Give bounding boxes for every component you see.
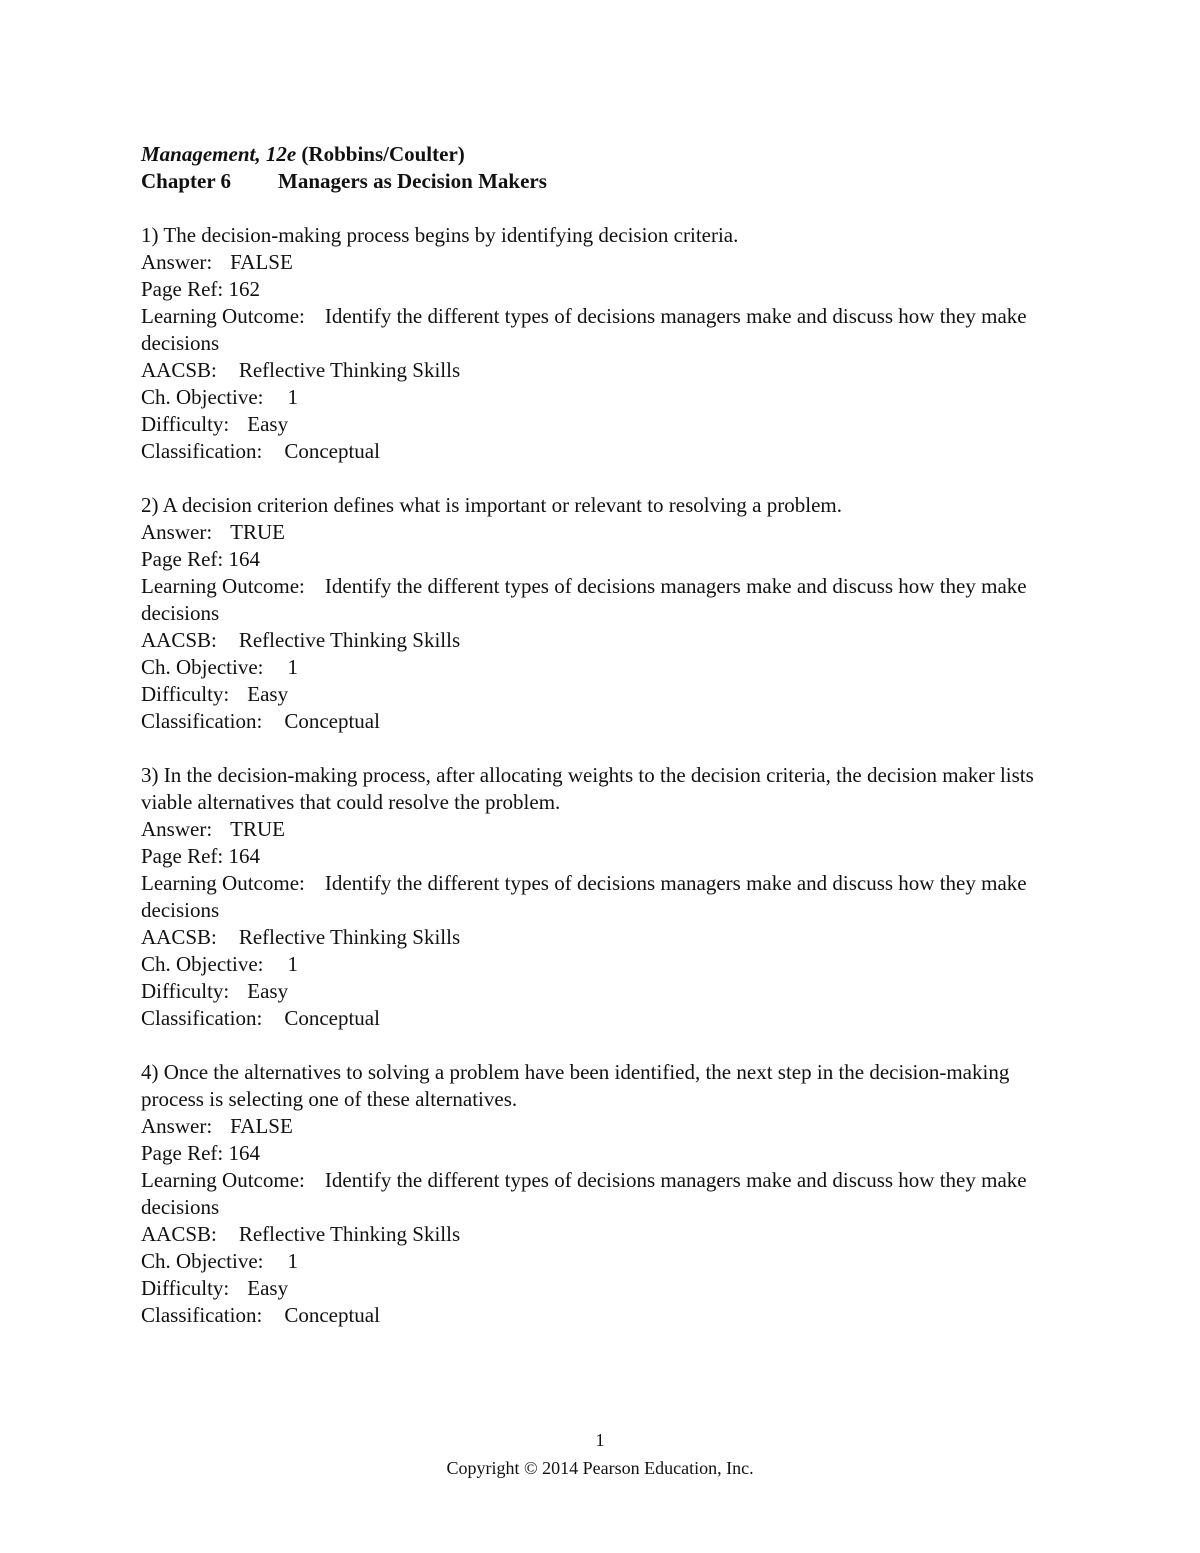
aacsb-value: Reflective Thinking Skills <box>238 628 461 652</box>
aacsb-label: AACSB: <box>141 925 217 949</box>
difficulty-value: Easy <box>247 412 289 436</box>
document-page <box>141 141 1051 1356</box>
question-item <box>141 222 1051 465</box>
copyright-notice: Copyright © 2014 Pearson Education, Inc. <box>446 1458 754 1478</box>
ch-objective-label: Ch. Objective: <box>141 385 264 409</box>
aacsb-label: AACSB: <box>141 628 217 652</box>
answer-label: Answer: <box>141 520 213 544</box>
difficulty-line <box>141 681 1051 708</box>
ch-objective-label: Ch. Objective: <box>141 655 264 679</box>
answer-value: TRUE <box>230 520 285 544</box>
page-ref-label: Page Ref: <box>141 1141 224 1165</box>
question-item <box>141 1059 1051 1329</box>
difficulty-value: Easy <box>247 1276 289 1300</box>
answer-line <box>141 519 1051 546</box>
page-ref-value: 164 <box>228 1141 260 1165</box>
aacsb-label: AACSB: <box>141 1222 217 1246</box>
page-ref-line <box>141 843 1051 870</box>
difficulty-line <box>141 1275 1051 1302</box>
page-ref-line <box>141 546 1051 573</box>
answer-line <box>141 1113 1051 1140</box>
learning-outcome-label: Learning Outcome: <box>141 1168 305 1192</box>
aacsb-value: Reflective Thinking Skills <box>238 358 461 382</box>
chapter-heading <box>141 168 1051 195</box>
ch-objective-value: 1 <box>287 1249 298 1273</box>
difficulty-label: Difficulty: <box>141 682 230 706</box>
classification-line <box>141 1005 1051 1032</box>
ch-objective-value: 1 <box>287 952 298 976</box>
classification-label: Classification: <box>141 1303 263 1327</box>
page-ref-value: 164 <box>228 547 260 571</box>
answer-label: Answer: <box>141 817 213 841</box>
ch-objective-label: Ch. Objective: <box>141 1249 264 1273</box>
aacsb-line <box>141 924 1051 951</box>
difficulty-value: Easy <box>247 682 289 706</box>
question-item <box>141 762 1051 1032</box>
question-list <box>141 222 1051 1329</box>
answer-label: Answer: <box>141 250 213 274</box>
ch-objective-value: 1 <box>287 655 298 679</box>
difficulty-label: Difficulty: <box>141 1276 230 1300</box>
book-title: Management, 12e <box>141 142 297 166</box>
learning-outcome-value: Identify the different types of decisions managers make and discuss how they make decisions <box>141 1168 1027 1219</box>
aacsb-line <box>141 627 1051 654</box>
learning-outcome-line <box>141 303 1051 357</box>
ch-objective-line <box>141 384 1051 411</box>
learning-outcome-line <box>141 573 1051 627</box>
difficulty-line <box>141 978 1051 1005</box>
classification-value: Conceptual <box>284 439 380 463</box>
page-number: 1 <box>595 1430 605 1450</box>
chapter-label: Chapter 6 <box>141 169 232 193</box>
answer-label: Answer: <box>141 1114 213 1138</box>
answer-line <box>141 249 1051 276</box>
question-text: 3) In the decision-making process, after allocating weights to the decision criteria, the decision maker lists viable alternatives that could resolve the problem. <box>141 763 1034 814</box>
page-ref-label: Page Ref: <box>141 277 224 301</box>
chapter-title: Managers as Decision Makers <box>278 169 547 193</box>
page-ref-value: 162 <box>228 277 260 301</box>
book-authors: (Robbins/Coulter) <box>301 142 465 166</box>
difficulty-line <box>141 411 1051 438</box>
aacsb-label: AACSB: <box>141 358 217 382</box>
aacsb-value: Reflective Thinking Skills <box>238 925 461 949</box>
page-ref-line <box>141 1140 1051 1167</box>
learning-outcome-label: Learning Outcome: <box>141 304 305 328</box>
question-text: 2) A decision criterion defines what is important or relevant to resolving a problem. <box>141 493 842 517</box>
aacsb-line <box>141 357 1051 384</box>
question-text: 4) Once the alternatives to solving a problem have been identified, the next step in the decision-making process is selecting one of these alternatives. <box>141 1060 1010 1111</box>
question-item <box>141 492 1051 735</box>
aacsb-value: Reflective Thinking Skills <box>238 1222 461 1246</box>
answer-line <box>141 816 1051 843</box>
classification-value: Conceptual <box>284 1006 380 1030</box>
page-ref-value: 164 <box>228 844 260 868</box>
aacsb-line <box>141 1221 1051 1248</box>
learning-outcome-line <box>141 1167 1051 1221</box>
ch-objective-value: 1 <box>287 385 298 409</box>
learning-outcome-label: Learning Outcome: <box>141 574 305 598</box>
question-text: 1) The decision-making process begins by identifying decision criteria. <box>141 223 739 247</box>
ch-objective-line <box>141 951 1051 978</box>
classification-line <box>141 1302 1051 1329</box>
learning-outcome-line <box>141 870 1051 924</box>
page-ref-label: Page Ref: <box>141 844 224 868</box>
answer-value: TRUE <box>230 817 285 841</box>
answer-value: FALSE <box>230 250 293 274</box>
classification-label: Classification: <box>141 1006 263 1030</box>
learning-outcome-value: Identify the different types of decisions managers make and discuss how they make decisions <box>141 574 1027 625</box>
book-title-line <box>141 141 1051 168</box>
difficulty-label: Difficulty: <box>141 412 230 436</box>
page-ref-label: Page Ref: <box>141 547 224 571</box>
classification-label: Classification: <box>141 709 263 733</box>
answer-value: FALSE <box>230 1114 293 1138</box>
classification-value: Conceptual <box>284 1303 380 1327</box>
ch-objective-label: Ch. Objective: <box>141 952 264 976</box>
learning-outcome-label: Learning Outcome: <box>141 871 305 895</box>
classification-line <box>141 438 1051 465</box>
learning-outcome-value: Identify the different types of decisions managers make and discuss how they make decisions <box>141 304 1027 355</box>
ch-objective-line <box>141 654 1051 681</box>
page-ref-line <box>141 276 1051 303</box>
difficulty-label: Difficulty: <box>141 979 230 1003</box>
classification-value: Conceptual <box>284 709 380 733</box>
classification-line <box>141 708 1051 735</box>
learning-outcome-value: Identify the different types of decisions managers make and discuss how they make decisions <box>141 871 1027 922</box>
classification-label: Classification: <box>141 439 263 463</box>
difficulty-value: Easy <box>247 979 289 1003</box>
ch-objective-line <box>141 1248 1051 1275</box>
